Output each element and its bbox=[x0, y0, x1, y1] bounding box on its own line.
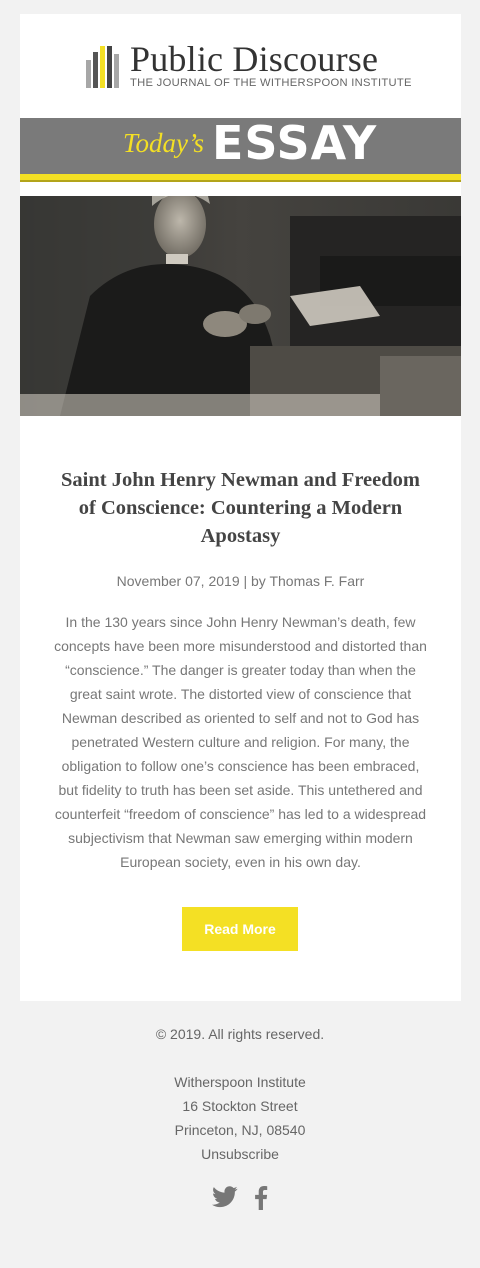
newman-portrait-image bbox=[20, 196, 461, 416]
banner-label-left: Today’s bbox=[123, 128, 205, 158]
brand-name: Public Discourse bbox=[130, 39, 379, 79]
banner-accent-shadow bbox=[20, 180, 461, 182]
brand-logo[interactable] bbox=[86, 39, 412, 92]
unsubscribe-link[interactable]: Unsubscribe bbox=[201, 1146, 279, 1162]
email-card bbox=[20, 14, 461, 1001]
article-meta: November 07, 2019 | by Thomas F. Farr bbox=[116, 573, 365, 589]
address-city: Princeton, NJ, 08540 bbox=[174, 1122, 306, 1138]
copyright-text: © 2019. All rights reserved. bbox=[155, 1026, 325, 1042]
article-excerpt: In the 130 years since John Henry Newman’s death, few concepts have been more misunderstood and distorted than “conscience.” The danger is greater today than when the great saint wrote. The distorted view of conscience that Newman described as oriented to self and not to God has penetrated Western culture and religion. For many, the obligation to follow one’s conscience has been embraced, but fidelity to truth has been set aside. This untethered and counterfeit “freedom of conscience” has led to a widespread subjectivism that Newman saw emerging within modern European society, even in his own day. bbox=[54, 614, 427, 870]
email-footer bbox=[0, 1022, 480, 1166]
twitter-icon[interactable] bbox=[212, 1186, 238, 1213]
social-links bbox=[0, 1186, 480, 1214]
brand-tagline: THE JOURNAL OF THE WITHERSPOON INSTITUTE bbox=[130, 77, 412, 89]
todays-essay-banner bbox=[20, 118, 461, 174]
article-title[interactable]: Saint John Henry Newman and Freedom of Conscience: Countering a Modern Apostasy bbox=[61, 469, 420, 547]
facebook-icon[interactable] bbox=[254, 1186, 268, 1215]
article-hero-image[interactable] bbox=[20, 196, 461, 416]
address-street: 16 Stockton Street bbox=[182, 1098, 298, 1114]
read-more-button[interactable]: Read More bbox=[182, 907, 298, 951]
org-name: Witherspoon Institute bbox=[174, 1074, 306, 1090]
banner-label-right: ESSAY bbox=[212, 116, 378, 170]
logo-bars-icon bbox=[86, 46, 122, 88]
